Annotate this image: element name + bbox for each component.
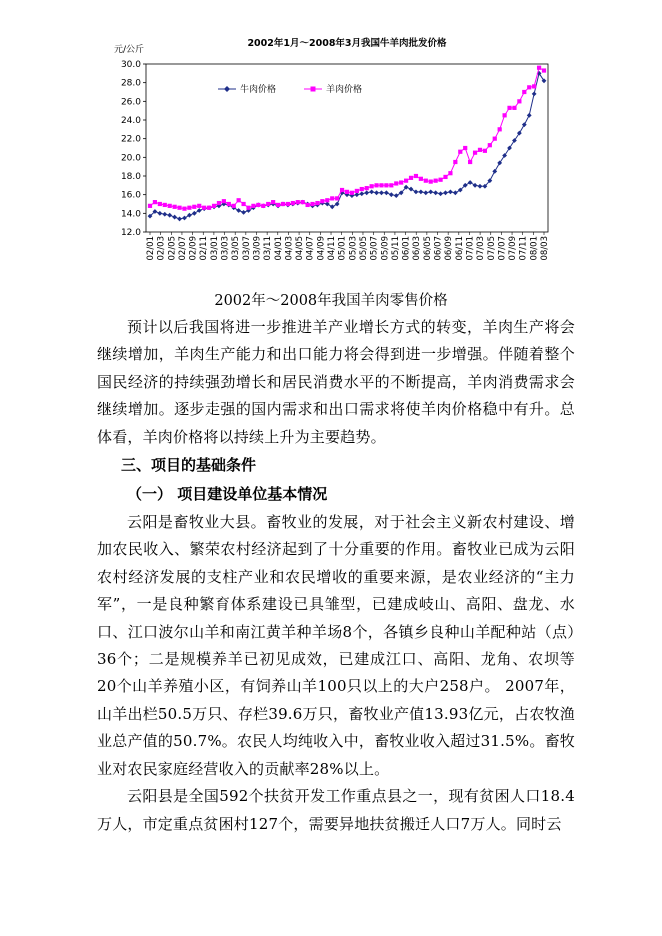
mutton-price-point — [320, 199, 324, 203]
mutton-price-point — [483, 149, 487, 153]
mutton-price-point — [429, 180, 433, 184]
y-axis — [121, 60, 146, 238]
mutton-price-point — [488, 143, 492, 147]
paragraph-market-outlook: 预计以后我国将进一步推进羊产业增长方式的转变，羊肉生产将会继续增加，羊肉生产能力和出口能力将会得到进一步增强。伴随着整个国民经济的持续强劲增长和居民消费水平的不断提高，羊肉消费需求会继续增加。逐步走强的国内需求和出口需求将使羊肉价格稳中有升。总体看，羊肉价格将以持续上升为主要趋势。 — [97, 318, 575, 446]
beef-price-point — [473, 183, 478, 188]
x-tick-label: 06/07 — [433, 236, 444, 261]
beef-price-point — [182, 216, 187, 221]
price-line-chart — [100, 28, 570, 290]
mutton-price-point — [424, 179, 428, 183]
beef-price-point — [364, 190, 369, 195]
x-tick-label: 02/03 — [156, 236, 167, 261]
x-tick-label: 04/07 — [305, 236, 316, 261]
mutton-price-point — [335, 196, 339, 200]
y-tick-label: 12.0 — [120, 228, 141, 238]
beef-price-point — [428, 189, 433, 194]
x-tick-label: 05/01 — [337, 235, 348, 261]
beef-price-point — [167, 213, 172, 218]
x-tick-label: 06/01 — [401, 236, 412, 261]
beef-price-point — [384, 190, 389, 195]
mutton-price-point — [182, 207, 186, 211]
mutton-price-point — [448, 171, 452, 175]
y-tick-label: 14.0 — [120, 209, 141, 220]
mutton-price-point — [419, 177, 423, 181]
x-tick-label: 08/01 — [529, 236, 540, 261]
mutton-price-point — [542, 68, 546, 72]
mutton-price-point — [340, 188, 344, 192]
x-tick-label: 03/05 — [231, 236, 242, 261]
mutton-price-point — [266, 202, 270, 206]
mutton-price-point — [207, 206, 211, 210]
mutton-price-point — [246, 206, 250, 210]
mutton-price-point — [310, 202, 314, 206]
y-tick-label: 22.0 — [120, 134, 141, 145]
mutton-price-point — [399, 180, 403, 184]
beef-price-point — [187, 213, 192, 218]
mutton-price-point — [478, 148, 482, 152]
mutton-price-point — [202, 206, 206, 210]
paragraph-yunyang-livestock: 云阳是畜牧业大县。畜牧业的发展，对于社会主义新农村建设、增加农民收入、繁荣农村经济起到了十分重要的作用。畜牧业已成为云阳农村经济发展的支柱产业和农民增收的重要来源，是农业经济的“主力军”，一是良种繁育体系建设已具雏型，已建成岐山、高阳、盘龙、水口、江口波尔山羊和南江黄羊种羊场8个，各镇乡良种山羊配种站（点）36个；二是规模养羊已初见成效，已建成江口、高阳、龙角、农坝等20个山羊养殖小区，有饲养山羊100只以上的大户258户。 2007年，山羊出栏50.5万只、存栏39.6万只，畜牧业产值13.93亿元，占农牧渔业总产值的50.7%。农民人均纯收入中，畜牧业收入超过31.5%。畜牧业对农民家庭经营收入的贡献率28%以上。 — [97, 513, 575, 778]
mutton-price-point — [168, 204, 172, 208]
mutton-price-point — [345, 190, 349, 194]
beef-price-point — [335, 202, 340, 207]
beef-price-point — [448, 189, 453, 194]
legend — [218, 83, 362, 95]
beef-price-point — [468, 180, 473, 185]
mutton-price-point — [493, 137, 497, 141]
x-tick-label: 07/09 — [508, 236, 519, 261]
x-tick-label: 07/01 — [465, 236, 476, 261]
mutton-price-point — [276, 203, 280, 207]
legend-mutton-marker — [311, 87, 316, 92]
mutton-price-point — [173, 205, 177, 209]
mutton-price-point — [232, 204, 236, 208]
mutton-price-point — [522, 90, 526, 94]
beef-price-point — [359, 191, 364, 196]
beef-price-point — [522, 122, 527, 127]
y-tick-label: 20.0 — [120, 153, 141, 164]
x-tick-label: 03/11 — [263, 236, 274, 261]
x-axis — [146, 232, 550, 261]
chart-title: 2002年1月～2008年3月我国牛羊肉批发价格 — [247, 38, 447, 49]
beef-price-point — [236, 208, 241, 213]
mutton-price-point — [261, 204, 265, 208]
mutton-price-point — [517, 99, 521, 103]
x-tick-label: 02/05 — [167, 236, 178, 261]
subsection-heading: （一） 项目建设单位基本情况 — [127, 485, 328, 504]
beef-price-point — [330, 204, 335, 209]
x-tick-label: 08/03 — [540, 236, 550, 261]
mutton-price-point — [453, 160, 457, 164]
mutton-price-point — [507, 106, 511, 110]
x-tick-label: 04/03 — [284, 236, 295, 261]
x-tick-label: 03/07 — [241, 236, 252, 261]
x-tick-label: 06/11 — [454, 236, 465, 261]
beef-price-point — [438, 191, 443, 196]
mutton-price-point — [291, 201, 295, 205]
mutton-price-point — [527, 85, 531, 89]
x-tick-label: 04/09 — [316, 236, 327, 261]
beef-price-point — [433, 190, 438, 195]
x-tick-label: 02/01 — [146, 236, 156, 261]
figure-caption: 2002年～2008年我国羊肉零售价格 — [214, 293, 448, 309]
mutton-price-point — [414, 174, 418, 178]
mutton-price-point — [370, 184, 374, 188]
beef-price-point — [527, 113, 532, 118]
legend-beef-label: 牛肉价格 — [240, 85, 277, 95]
x-tick-label: 06/05 — [422, 236, 433, 261]
x-tick-label: 07/03 — [476, 236, 487, 261]
mutton-price-point — [404, 179, 408, 183]
beef-price-point — [414, 189, 419, 194]
mutton-price-point — [163, 203, 167, 207]
x-tick-label: 07/11 — [518, 236, 529, 261]
beef-price-point — [192, 211, 197, 216]
mutton-price-point — [256, 203, 260, 207]
mutton-price-point — [296, 200, 300, 204]
x-tick-label: 04/11 — [327, 236, 338, 261]
mutton-price-point — [153, 200, 157, 204]
beef-price-point — [369, 189, 374, 194]
mutton-price-point — [409, 176, 413, 180]
x-tick-label: 05/05 — [358, 236, 369, 261]
mutton-price-point — [241, 202, 245, 206]
x-tick-label: 04/01 — [273, 236, 284, 261]
beef-price-point — [453, 190, 458, 195]
beef-price-point — [443, 190, 448, 195]
beef-price-point — [177, 217, 182, 222]
mutton-price-point — [325, 198, 329, 202]
mutton-price-point — [512, 106, 516, 110]
mutton-price-point — [389, 183, 393, 187]
x-tick-label: 07/05 — [486, 236, 497, 261]
mutton-price-point — [463, 146, 467, 150]
mutton-price-point — [217, 201, 221, 205]
y-tick-label: 26.0 — [120, 97, 141, 108]
legend-beef-marker — [224, 86, 230, 92]
mutton-price-point — [301, 200, 305, 204]
mutton-price-point — [158, 202, 162, 206]
mutton-price-point — [222, 199, 226, 203]
x-tick-label: 04/05 — [295, 236, 306, 261]
mutton-price-point — [177, 206, 181, 210]
beef-price-point — [394, 193, 399, 198]
x-tick-label: 05/09 — [380, 236, 391, 261]
mutton-price-point — [197, 204, 201, 208]
beef-price-point — [172, 215, 177, 220]
beef-price-point — [157, 211, 162, 216]
mutton-price-point — [365, 186, 369, 190]
x-tick-label: 05/11 — [390, 236, 401, 261]
beef-price-point — [492, 169, 497, 174]
mutton-price-point — [212, 204, 216, 208]
mutton-price-point — [286, 202, 290, 206]
mutton-price-point — [394, 181, 398, 185]
y-tick-label: 18.0 — [120, 172, 141, 182]
x-tick-label: 05/03 — [348, 236, 359, 261]
mutton-price-point — [281, 202, 285, 206]
x-tick-label: 06/03 — [412, 236, 423, 261]
x-tick-label: 03/03 — [220, 236, 231, 261]
mutton-price-point — [315, 201, 319, 205]
x-tick-label: 06/09 — [444, 236, 455, 261]
mutton-price-point — [227, 202, 231, 206]
mutton-price-point — [271, 200, 275, 204]
beef-price-point — [374, 190, 379, 195]
y-tick-label: 24.0 — [120, 116, 141, 126]
mutton-price-point — [148, 204, 152, 208]
beef-price-point — [418, 189, 423, 194]
x-tick-label: 02/09 — [188, 236, 199, 261]
paragraph-yunyang-poverty: 云阳县是全国592个扶贫开发工作重点县之一，现有贫困人口18.4万人，市定重点贫困村127个，需要异地扶贫搬迁人口7万人。同时云 — [97, 787, 575, 833]
y-tick-label: 28.0 — [120, 78, 141, 89]
document-body — [97, 314, 575, 838]
mutton-price-point — [498, 127, 502, 131]
beef-price-point — [162, 212, 167, 217]
mutton-price-point — [503, 113, 507, 117]
x-tick-label: 07/07 — [497, 236, 508, 261]
legend-mutton-label: 羊肉价格 — [326, 85, 363, 95]
beef-price-point — [478, 184, 483, 189]
x-tick-label: 02/07 — [177, 236, 188, 261]
beef-price-point — [423, 190, 428, 195]
beef-price-point — [241, 210, 246, 215]
mutton-price-point — [187, 206, 191, 210]
mutton-price-point — [532, 84, 536, 88]
mutton-price-point — [360, 187, 364, 191]
x-tick-label: 02/11 — [199, 236, 210, 261]
mutton-price-point — [330, 196, 334, 200]
mutton-price-point — [384, 183, 388, 187]
beef-price-point — [197, 208, 202, 213]
y-tick-label: 16.0 — [120, 190, 141, 201]
mutton-price-point — [468, 160, 472, 164]
mutton-price-point — [443, 175, 447, 179]
mutton-price-point — [374, 183, 378, 187]
x-tick-label: 03/01 — [209, 236, 220, 261]
x-tick-label: 03/09 — [252, 236, 263, 261]
y-tick-label: 30.0 — [120, 60, 141, 70]
mutton-price-point — [473, 151, 477, 155]
mutton-price-point — [251, 204, 255, 208]
mutton-price-point — [379, 183, 383, 187]
mutton-price-point — [355, 189, 359, 193]
mutton-price-point — [537, 66, 541, 70]
x-tick-label: 05/07 — [369, 236, 380, 261]
mutton-price-point — [350, 191, 354, 195]
mutton-price-point — [192, 205, 196, 209]
mutton-price-point — [438, 178, 442, 182]
beef-price-point — [409, 187, 414, 192]
section-heading: 三、项目的基础条件 — [121, 456, 257, 475]
beef-price-point — [379, 190, 384, 195]
beef-price-point — [389, 192, 394, 197]
mutton-price-point — [458, 150, 462, 154]
mutton-price-point — [434, 179, 438, 183]
y-axis-unit-label: 元/公斤 — [114, 45, 145, 55]
mutton-price-point — [237, 198, 241, 202]
mutton-price-point — [306, 203, 310, 207]
beef-price-point — [532, 91, 537, 96]
